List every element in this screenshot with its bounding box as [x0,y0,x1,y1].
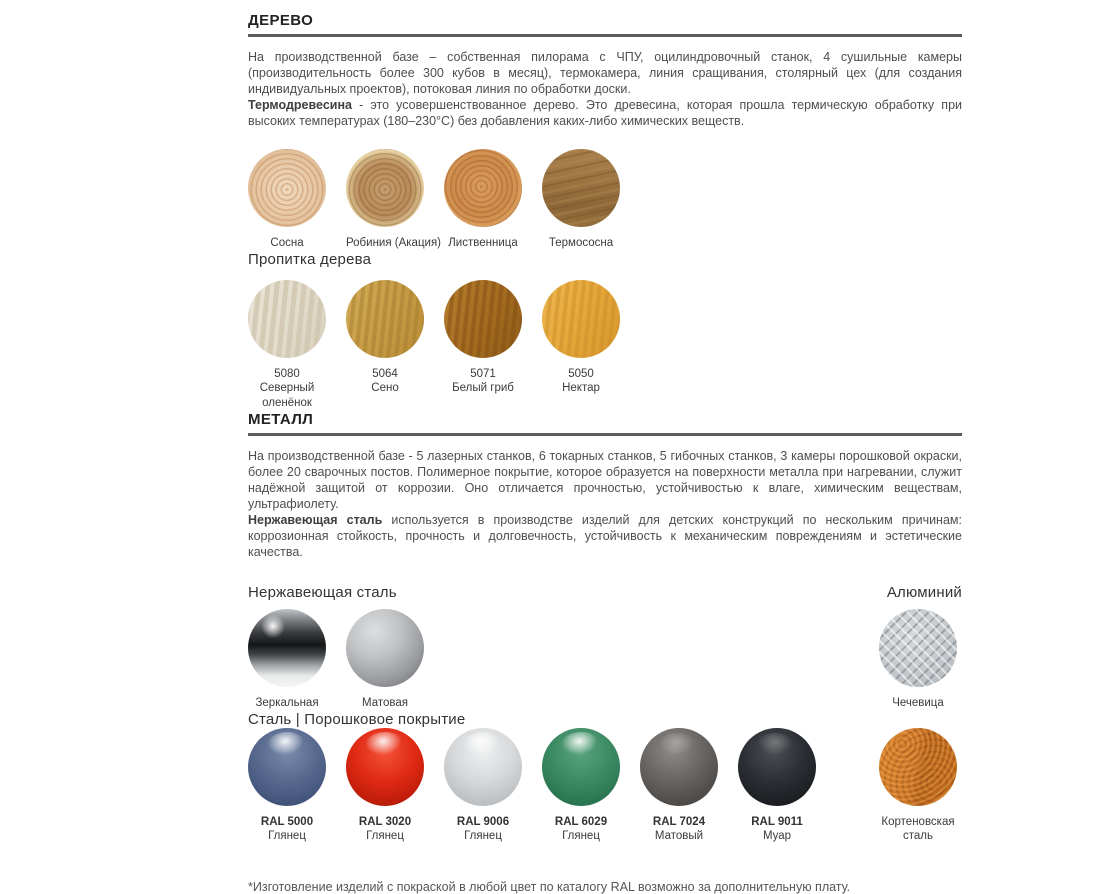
materials-catalog-page [248,0,962,894]
wood-swatch-pine [248,149,326,251]
stainless-aluminum-headings [248,584,962,601]
metal-intro-paragraph: На производственной базе - 5 лазерных станков, 6 токарных станков, 5 гибочных станков, 3 камеры порошковой окраски, более 20 сварочных постов. Полимерное покрытие, которое образуется на поверхности металла при нагревании, служит надёжной защитой от коррозии. Оно отличается прочностью, устойчивостью к влаге, химическим веществам, ультрафиолету. [248,448,962,511]
thermowood-description: - это усовершенствованное дерево. Это древесина, которая прошла термическую обработку при высоких температурах (180–230°С) без добавления каких-либо химических веществ. [248,98,962,128]
swatch-label: 5050 Нектар [562,367,600,395]
swatch-label: Термососна [548,237,614,249]
powder-swatch-ral7024 [640,728,718,844]
swatch-label: Зеркальная [255,696,319,709]
impregnation-5064-image [346,280,424,358]
ral9006-ball-image [444,728,522,806]
powder-swatch-ral6029 [542,728,620,844]
metal-intro-block [248,448,962,560]
swatch-label: Сосна [270,237,304,249]
corten-steel-swatch [874,728,962,844]
swatch-label: 5071 Белый гриб [452,367,514,395]
ral-footnote: *Изготовление изделий с покраской в любой цвет по каталогу RAL возможно за дополнительную плату. [248,880,851,894]
aluminum-title: Алюминий [886,583,962,601]
ral3020-ball-image [346,728,424,806]
thermowood-paragraph [248,97,962,129]
stainless-aluminum-row [248,609,962,711]
lentil-plate-image [879,609,957,687]
wood-swatch-thermopine [542,149,620,251]
impregnation-5050-image [542,280,620,358]
ral6029-ball-image [542,728,620,806]
impregnation-swatch-5080 [248,280,326,411]
stainless-description: используется в производстве изделий для детских конструкций по нескольким причинам: коррозионная стойкость, прочность и долговечность, устойчивость к механическим повреждениям и эстетические качества. [248,512,962,559]
impregnation-row [248,280,962,411]
wood-intro-paragraph: На производственной базе – собственная пилорама с ЧПУ, оцилиндровочный станок, 4 сушильные камеры (производительность более 300 кубов в месяц), термокамера, линия сращивания, столярный цех (для создания индивидуальных проектов), потоковая линия по обработки доски. [248,50,962,96]
swatch-label: Матовая [362,696,408,709]
impregnation-title: Пропитка дерева [248,250,372,268]
impregnation-5080-image [248,280,326,358]
powder-coating-title: Сталь | Порошковое покрытие [248,710,466,728]
stainless-swatch-mirror [248,609,326,711]
impregnation-swatch-5050 [542,280,620,396]
pine-swatch-image [248,149,326,227]
thermopine-swatch-image [542,149,620,227]
swatch-label: Кортеновская сталь [881,815,955,843]
powder-swatch-ral3020 [346,728,424,844]
swatch-label: 5064 Сено [371,367,399,395]
larch-swatch-image [444,149,522,227]
stainless-term: Нержавеющая сталь [248,512,383,527]
metal-section-divider [248,433,962,436]
wood-section-divider [248,34,962,37]
powder-coating-row [248,728,962,844]
powder-swatch-ral9011 [738,728,816,844]
ral7024-ball-image [640,728,718,806]
robinia-swatch-image [346,149,424,227]
impregnation-5071-image [444,280,522,358]
thermowood-term: Термодревесина [248,98,352,112]
swatch-label: Чечевица [892,696,944,709]
corten-steel-image [879,728,957,806]
stainless-title: Нержавеющая сталь [248,583,397,601]
wood-section-title: ДЕРЕВО [248,12,314,29]
powder-swatch-ral9006 [444,728,522,844]
ral5000-ball-image [248,728,326,806]
impregnation-swatch-5064 [346,280,424,396]
aluminum-swatch-lentil [874,609,962,711]
swatch-label: RAL 9006 Глянец [456,815,510,843]
ral9011-ball-image [738,728,816,806]
swatch-label: RAL 9011 Муар [751,815,803,843]
wood-swatch-robinia [346,149,442,251]
wood-species-row [248,149,962,251]
matte-steel-image [346,609,424,687]
swatch-label: RAL 6029 Глянец [554,815,608,843]
wood-intro-block [248,49,962,129]
swatch-label: RAL 7024 Матовый [652,815,706,843]
wood-swatch-larch [444,149,522,251]
swatch-label: RAL 3020 Глянец [358,815,412,843]
swatch-label: Лиственница [448,237,518,249]
swatch-label: RAL 5000 Глянец [260,815,314,843]
mirror-steel-image [248,609,326,687]
metal-section-title: МЕТАЛЛ [248,410,314,428]
impregnation-swatch-5071 [444,280,522,396]
stainless-paragraph [248,512,962,560]
powder-swatch-ral5000 [248,728,326,844]
stainless-swatch-matte [346,609,424,711]
swatch-label: 5080 Северный оленёнок [259,367,315,410]
swatch-label: Робиния (Акация) [346,237,442,249]
